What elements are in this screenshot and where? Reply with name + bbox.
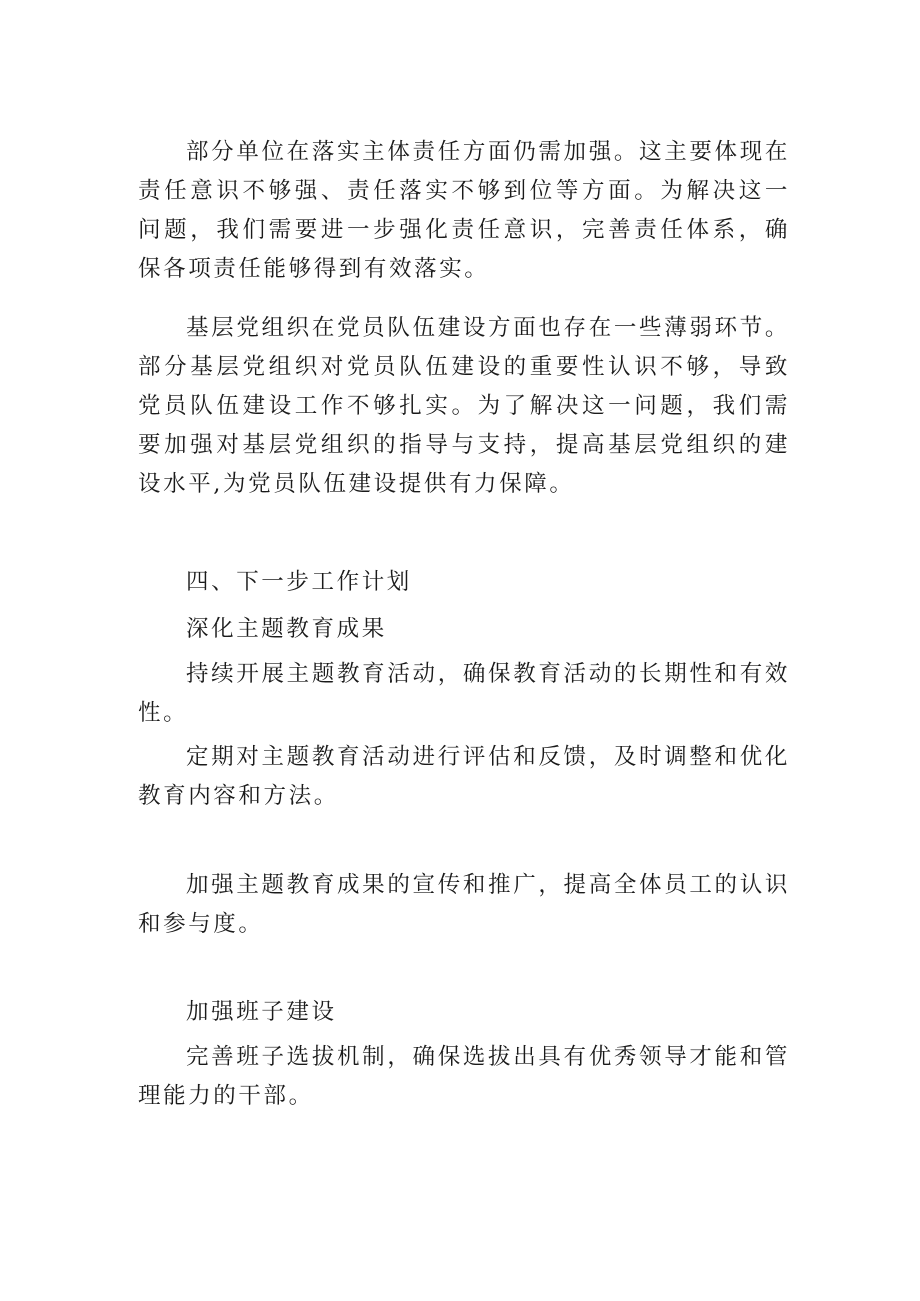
section-heading: 四、下一步工作计划 bbox=[186, 569, 412, 595]
list-item-education-3: 加强主题教育成果的宣传和推广，提高全体员工的认识和参与度。 bbox=[138, 872, 790, 937]
list-item-education-1: 持续开展主题教育活动，确保教育活动的长期性和有效性。 bbox=[138, 661, 790, 726]
paragraph-party-building: 基层党组织在党员队伍建设方面也存在一些薄弱环节。部分基层党组织对党员队伍建设的重要性认识不够，导致党员队伍建设工作不够扎实。为了解决这一问题，我们需要加强对基层党组织的指导与支持，提高基层党组织的建设水平,为党员队伍建设提供有力保障。 bbox=[138, 315, 790, 497]
list-item-team-1: 完善班子选拔机制，确保选拔出具有优秀领导才能和管理能力的干部。 bbox=[138, 1044, 790, 1109]
paragraph-responsibility: 部分单位在落实主体责任方面仍需加强。这主要体现在责任意识不够强、责任落实不够到位等方面。为解决这一问题，我们需要进一步强化责任意识，完善责任体系，确保各项责任能够得到有效落实。 bbox=[138, 139, 790, 282]
subsection-title-team: 加强班子建设 bbox=[186, 999, 337, 1025]
list-item-education-2: 定期对主题教育活动进行评估和反馈，及时调整和优化教育内容和方法。 bbox=[138, 744, 790, 809]
subsection-title-education: 深化主题教育成果 bbox=[186, 616, 387, 642]
